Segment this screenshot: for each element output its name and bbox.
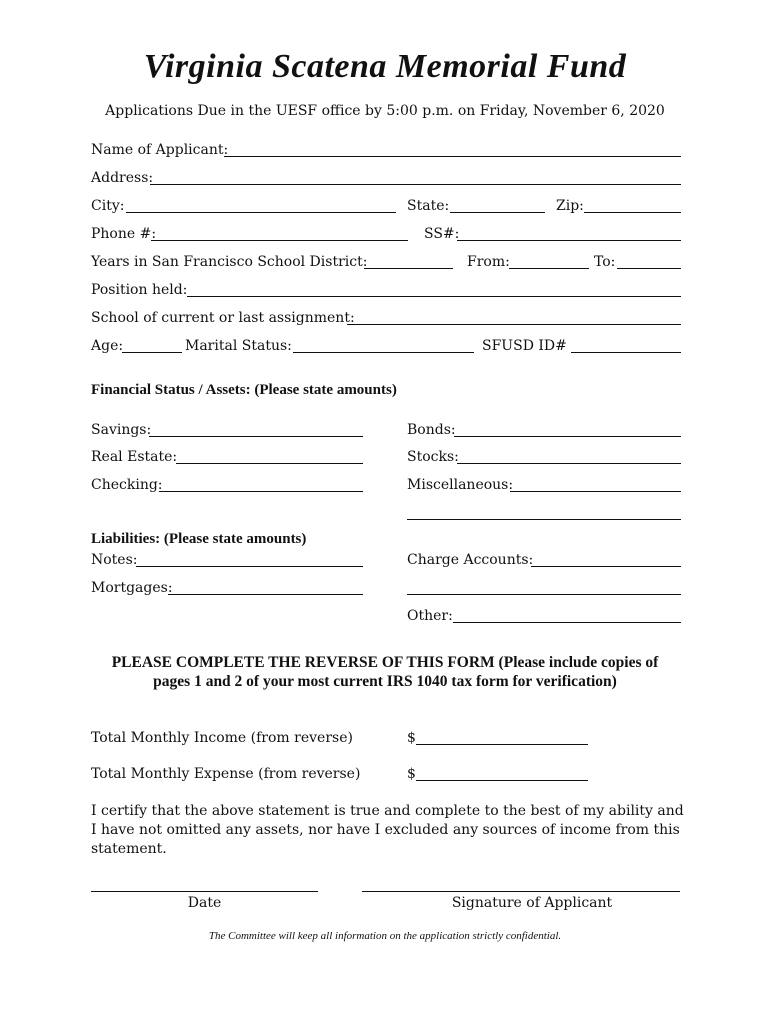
mortgages-field[interactable]: [168, 594, 363, 595]
income-field[interactable]: [416, 744, 588, 745]
address-label: Address:: [91, 170, 154, 186]
name-label: Name of Applicant:: [91, 142, 229, 158]
checking-row: [91, 475, 681, 495]
mortgages-label: Mortgages:: [91, 580, 173, 596]
city-field[interactable]: [126, 212, 396, 213]
reverse-notice-line-2: pages 1 and 2 of your most current IRS 1040 tax form for verification): [153, 673, 617, 690]
city-label: City:: [91, 198, 125, 214]
checking-field[interactable]: [159, 491, 363, 492]
misc-extra-field[interactable]: [407, 519, 681, 520]
marital-label: Marital Status:: [185, 338, 292, 354]
position-row: [91, 280, 681, 300]
charge-extra-field[interactable]: [407, 594, 681, 595]
age-row: [91, 336, 681, 356]
form-title: Virginia Scatena Memorial Fund: [143, 48, 627, 85]
savings-field[interactable]: [149, 436, 363, 437]
confidentiality-note: The Committee will keep all information on the application strictly confidential.: [208, 930, 562, 942]
notes-row: [91, 550, 681, 570]
expense-row: [91, 764, 681, 784]
date-label: Date: [187, 895, 222, 911]
to-field[interactable]: [617, 268, 681, 269]
reverse-notice: [80, 653, 690, 691]
school-field[interactable]: [347, 324, 681, 325]
charge-field[interactable]: [531, 566, 681, 567]
mortgages-row: [91, 578, 681, 598]
marital-field[interactable]: [293, 352, 474, 353]
checking-label: Checking:: [91, 477, 163, 493]
other-row: [91, 606, 681, 626]
state-field[interactable]: [450, 212, 545, 213]
sfusd-label: SFUSD ID#: [482, 338, 567, 354]
city-row: [91, 196, 681, 216]
notes-field[interactable]: [136, 566, 363, 567]
signature-label: Signature of Applicant: [451, 895, 613, 911]
real-estate-field[interactable]: [176, 463, 363, 464]
name-field[interactable]: [224, 156, 681, 157]
address-field[interactable]: [150, 184, 681, 185]
from-label: From:: [467, 254, 510, 270]
years-field[interactable]: [364, 268, 453, 269]
misc-extra-row: [91, 503, 681, 523]
financial-heading: Financial Status / Assets: (Please state amounts): [91, 382, 397, 398]
school-row: [91, 308, 681, 328]
ss-label: SS#:: [424, 226, 460, 242]
phone-label: Phone #:: [91, 226, 157, 242]
expense-label: Total Monthly Expense (from reverse): [91, 766, 361, 782]
years-row: [91, 252, 681, 272]
from-field[interactable]: [509, 268, 589, 269]
savings-label: Savings:: [91, 422, 152, 438]
stocks-label: Stocks:: [407, 449, 459, 465]
ss-field[interactable]: [457, 240, 681, 241]
misc-field[interactable]: [510, 491, 681, 492]
to-label: To:: [594, 254, 616, 270]
sfusd-field[interactable]: [571, 352, 681, 353]
age-label: Age:: [91, 338, 124, 354]
signature-field[interactable]: [362, 891, 680, 892]
income-label: Total Monthly Income (from reverse): [91, 730, 353, 746]
school-label: School of current or last assignment:: [91, 310, 355, 326]
reverse-notice-line-1: PLEASE COMPLETE THE REVERSE OF THIS FORM (Please include copies of: [111, 654, 659, 671]
state-label: State:: [407, 198, 450, 214]
charge-label: Charge Accounts:: [407, 552, 534, 568]
expense-currency: $: [407, 766, 416, 782]
age-field[interactable]: [122, 352, 182, 353]
form-subtitle: Applications Due in the UESF office by 5:00 p.m. on Friday, November 6, 2020: [105, 103, 665, 119]
zip-field[interactable]: [584, 212, 681, 213]
bonds-label: Bonds:: [407, 422, 456, 438]
misc-label: Miscellaneous:: [407, 477, 514, 493]
real-estate-row: [91, 447, 681, 467]
liabilities-heading: Liabilities: (Please state amounts): [91, 531, 307, 547]
zip-label: Zip:: [556, 198, 584, 214]
savings-row: [91, 420, 681, 440]
phone-field[interactable]: [151, 240, 408, 241]
position-field[interactable]: [187, 296, 681, 297]
other-field[interactable]: [453, 622, 681, 623]
certification-statement: I certify that the above statement is true and complete to the best of my ability and I have not omitted any assets, nor have I excluded any sources of income from this statement.: [91, 803, 684, 857]
other-label: Other:: [407, 608, 453, 624]
income-currency: $: [407, 730, 416, 746]
real-estate-label: Real Estate:: [91, 449, 178, 465]
notes-label: Notes:: [91, 552, 138, 568]
date-field[interactable]: [91, 891, 318, 892]
phone-row: [91, 224, 681, 244]
income-row: [91, 728, 681, 748]
bonds-field[interactable]: [454, 436, 681, 437]
stocks-field[interactable]: [457, 463, 681, 464]
position-label: Position held:: [91, 282, 188, 298]
years-label: Years in San Francisco School District:: [91, 254, 368, 270]
name-row: [91, 140, 681, 160]
expense-field[interactable]: [416, 780, 588, 781]
address-row: [91, 168, 681, 188]
